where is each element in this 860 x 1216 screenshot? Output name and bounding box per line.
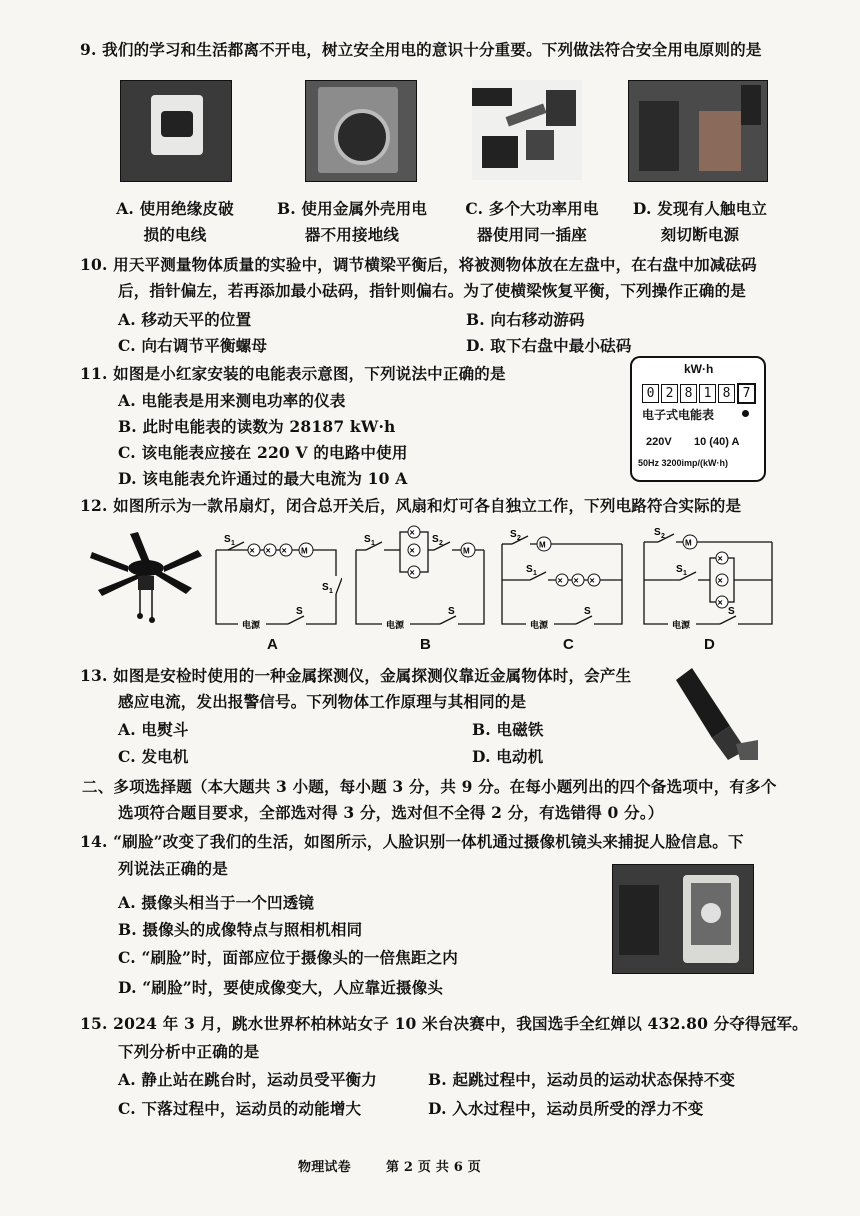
meter-voltage: 220V xyxy=(646,436,672,448)
circuit-d xyxy=(640,526,776,630)
q15-option-c: C. 下落过程中，运动员的动能增大 xyxy=(118,1099,362,1118)
svg-text:S: S xyxy=(584,606,591,617)
meter-digit: 1 xyxy=(699,384,716,403)
svg-text:电源: 电源 xyxy=(530,620,549,630)
metal-detector-photo xyxy=(670,664,760,762)
q14-option-b: B. 摄像头的成像特点与照相机相同 xyxy=(118,920,363,939)
svg-text:×: × xyxy=(717,597,723,608)
q10-stem-line1: 10. 用天平测量物体质量的实验中，调节横梁平衡后，将被测物体放在左盘中，在右盘中加减砝码 xyxy=(80,255,757,274)
svg-text:S: S xyxy=(510,529,517,540)
q10-option-a: A. 移动天平的位置 xyxy=(118,310,252,329)
svg-text:×: × xyxy=(573,575,579,586)
svg-text:S: S xyxy=(296,606,303,617)
svg-text:1: 1 xyxy=(683,570,687,577)
circuit-b xyxy=(352,520,488,630)
meter-digit: 8 xyxy=(718,384,735,403)
svg-text:1: 1 xyxy=(371,540,375,547)
svg-text:×: × xyxy=(249,545,255,556)
svg-text:M: M xyxy=(685,538,692,548)
svg-text:×: × xyxy=(717,553,723,564)
meter-unit: kW·h xyxy=(684,362,714,376)
svg-text:S: S xyxy=(728,606,735,617)
svg-text:M: M xyxy=(463,546,470,556)
q13-stem-line2: 感应电流，发出报警信号。下列物体工作原理与其相同的是 xyxy=(118,692,527,711)
svg-text:S: S xyxy=(322,582,329,593)
svg-text:1: 1 xyxy=(231,540,235,547)
circuit-b-caption: B xyxy=(420,636,431,653)
q11-option-a: A. 电能表是用来测电功率的仪表 xyxy=(118,391,346,410)
energy-meter xyxy=(630,356,766,482)
svg-text:M: M xyxy=(539,540,546,550)
q11-option-d: D. 该电能表允许通过的最大电流为 10 A xyxy=(118,469,408,488)
section2-heading-line1: 二、多项选择题（本大题共 3 小题，每小题 3 分，共 9 分。在每小题列出的四个备选项中，有多个 xyxy=(82,777,777,796)
multiple-appliances-photo xyxy=(472,80,582,180)
meter-indicator-dot xyxy=(742,410,749,417)
meter-current: 10 (40) A xyxy=(694,436,740,448)
q9-stem: 9. 我们的学习和生活都离不开电，树立安全用电的意识十分重要。下列做法符合安全用电原则的是 xyxy=(80,40,762,59)
meter-digit: 7 xyxy=(737,383,756,404)
face-recognition-terminal-photo xyxy=(612,864,754,974)
svg-text:×: × xyxy=(409,545,415,556)
q11-option-b: B. 此时电能表的读数为 28187 kW·h xyxy=(118,417,396,436)
meter-name: 电子式电能表 xyxy=(642,408,715,422)
svg-text:2: 2 xyxy=(439,540,443,547)
q14-option-d: D. “刷脸”时，要使成像变大，人应靠近摄像头 xyxy=(118,978,444,997)
svg-text:×: × xyxy=(265,545,271,556)
q15-option-a: A. 静止站在跳台时，运动员受平衡力 xyxy=(118,1070,377,1089)
q13-stem-line1: 13. 如图是安检时使用的一种金属探测仪，金属探测仪靠近金属物体时，会产生 xyxy=(80,666,632,685)
q9-option-d: D. 发现有人触电立刻切断电源 xyxy=(632,199,768,244)
svg-text:S: S xyxy=(526,564,533,575)
q15-stem-line1: 15. 2024 年 3 月，跳水世界杯柏林站女子 10 米台决赛中，我国选手全红婵以 432.80 分夺得冠军。 xyxy=(80,1014,808,1033)
svg-text:M: M xyxy=(301,546,308,556)
q11-option-c: C. 该电能表应接在 220 V 的电路中使用 xyxy=(118,443,408,462)
svg-text:S: S xyxy=(432,534,439,545)
svg-text:×: × xyxy=(557,575,563,586)
svg-text:S: S xyxy=(654,527,661,538)
section2-heading-line2: 选项符合题目要求，全部选对得 3 分，选对但不全得 2 分，有选错得 0 分。） xyxy=(118,803,664,822)
q10-stem-line2: 后，指针偏左，若再添加最小砝码，指针则偏右。为了使横梁恢复平衡，下列操作正确的是 xyxy=(118,281,747,300)
electric-shock-scene-photo xyxy=(628,80,768,182)
svg-text:电源: 电源 xyxy=(672,620,691,630)
circuit-a xyxy=(210,528,342,630)
footer-subject: 物理试卷 xyxy=(298,1160,351,1175)
svg-text:S: S xyxy=(364,534,371,545)
svg-text:2: 2 xyxy=(517,535,521,542)
svg-text:1: 1 xyxy=(329,588,333,595)
q13-option-c: C. 发电机 xyxy=(118,747,189,766)
svg-text:S: S xyxy=(448,606,455,617)
svg-text:×: × xyxy=(717,575,723,586)
meter-spec: 50Hz 3200imp/(kW·h) xyxy=(638,458,729,468)
circuit-d-caption: D xyxy=(704,636,715,653)
meter-digit: 0 xyxy=(642,384,659,403)
q13-option-a: A. 电熨斗 xyxy=(118,720,189,739)
q9-option-c: C. 多个大功率用电器使用同一插座 xyxy=(465,199,599,244)
q12-stem: 12. 如图所示为一款吊扇灯，闭合总开关后，风扇和灯可各自独立工作，下列电路符合实际的是 xyxy=(80,496,742,515)
svg-text:电源: 电源 xyxy=(386,620,405,630)
svg-text:电源: 电源 xyxy=(242,620,261,630)
q14-stem-line2: 列说法正确的是 xyxy=(118,859,228,878)
q10-option-c: C. 向右调节平衡螺母 xyxy=(118,336,268,355)
footer-page-number: 第 2 页 共 6 页 xyxy=(386,1160,481,1175)
q14-stem-line1: 14. “刷脸”改变了我们的生活，如图所示，人脸识别一体机通过摄像机镜头来捕捉人脸信息。下 xyxy=(80,832,744,851)
svg-text:S: S xyxy=(676,564,683,575)
q10-option-d: D. 取下右盘中最小砝码 xyxy=(466,336,632,355)
q9-option-b: B. 使用金属外壳用电器不用接地线 xyxy=(276,199,428,244)
washing-machine-photo xyxy=(305,80,417,182)
svg-text:2: 2 xyxy=(661,533,665,540)
svg-text:×: × xyxy=(409,527,415,538)
q14-option-c: C. “刷脸”时，面部应位于摄像头的一倍焦距之内 xyxy=(118,948,458,967)
svg-text:1: 1 xyxy=(533,570,537,577)
q10-option-b: B. 向右移动游码 xyxy=(466,310,585,329)
q15-stem-line2: 下列分析中正确的是 xyxy=(118,1042,260,1061)
circuit-c-caption: C xyxy=(563,636,574,653)
svg-text:×: × xyxy=(409,567,415,578)
meter-digits xyxy=(642,382,758,404)
svg-text:×: × xyxy=(589,575,595,586)
q14-option-a: A. 摄像头相当于一个凹透镜 xyxy=(118,893,315,912)
ceiling-fan-lamp-figure xyxy=(88,528,204,624)
q9-option-a: A. 使用绝缘皮破损的电线 xyxy=(116,199,234,244)
meter-digit: 2 xyxy=(661,384,678,403)
circuit-a-caption: A xyxy=(267,636,278,653)
meter-digit: 8 xyxy=(680,384,697,403)
q13-option-b: B. 电磁铁 xyxy=(472,720,544,739)
q11-stem: 11. 如图是小红家安装的电能表示意图，下列说法中正确的是 xyxy=(80,364,506,383)
svg-text:S: S xyxy=(224,534,231,545)
q15-option-b: B. 起跳过程中，运动员的运动状态保持不变 xyxy=(428,1070,736,1089)
svg-text:×: × xyxy=(281,545,287,556)
q15-option-d: D. 入水过程中，运动员所受的浮力不变 xyxy=(428,1099,704,1118)
circuit-c xyxy=(496,528,628,630)
frayed-wire-photo xyxy=(120,80,232,182)
q13-option-d: D. 电动机 xyxy=(472,747,544,766)
